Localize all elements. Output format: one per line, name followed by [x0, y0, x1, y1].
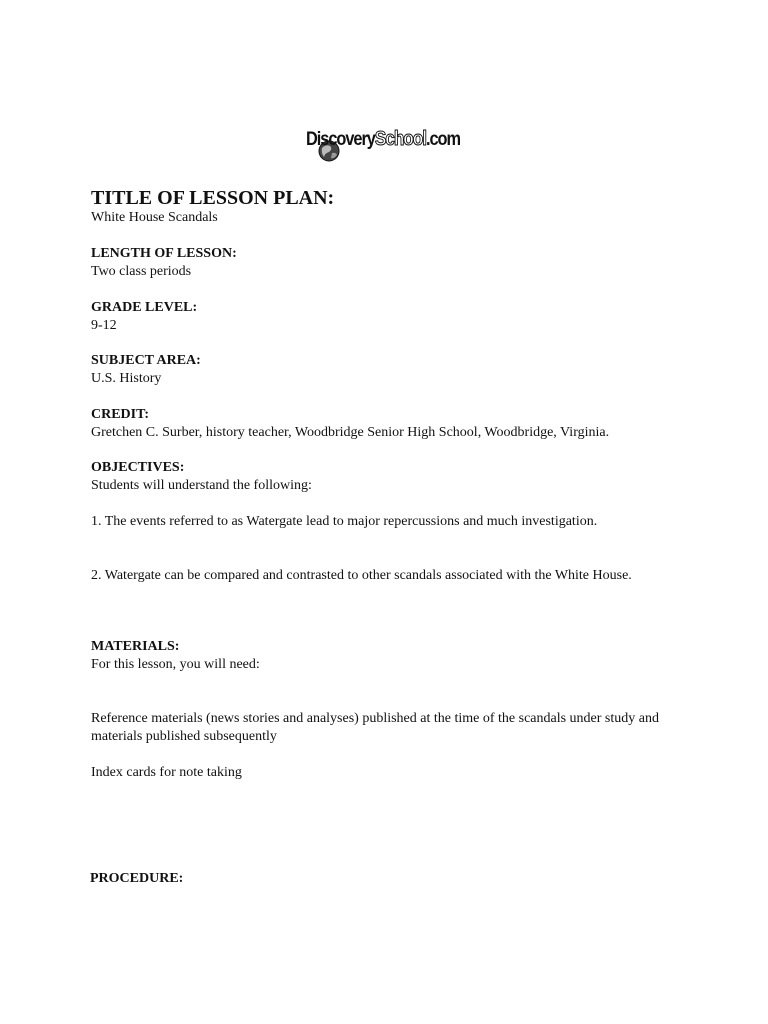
materials-section — [91, 638, 711, 674]
objectives-section — [91, 459, 711, 495]
objective-item-1: 1. The events referred to as Watergate lead to major repercussions and much investigation. — [91, 514, 598, 529]
logo-wordmark — [306, 128, 460, 151]
material-item-1: Reference materials (news stories and analyses) published at the time of the scandals under study and materials published subsequently — [91, 711, 659, 744]
title-heading: TITLE OF LESSON PLAN: — [91, 187, 335, 209]
subject-value: U.S. History — [91, 371, 162, 386]
grade-section — [91, 299, 711, 335]
grade-value: 9-12 — [91, 318, 117, 333]
objectives-heading: OBJECTIVES: — [91, 460, 185, 475]
logo-school: School — [374, 128, 426, 150]
credit-value: Gretchen C. Surber, history teacher, Woodbridge Senior High School, Woodbridge, Virginia. — [91, 425, 610, 440]
length-value: Two class periods — [91, 264, 192, 279]
objectives-intro: Students will understand the following: — [91, 478, 312, 493]
subject-heading: SUBJECT AREA: — [91, 353, 201, 368]
materials-heading: MATERIALS: — [91, 639, 180, 654]
credit-section — [91, 406, 711, 442]
length-section — [91, 245, 711, 281]
materials-intro: For this lesson, you will need: — [91, 657, 260, 672]
material-item-2: Index cards for note taking — [91, 765, 242, 780]
objective-item-2: 2. Watergate can be compared and contrasted to other scandals associated with the White House. — [91, 568, 632, 583]
procedure-section — [90, 870, 710, 888]
grade-heading: GRADE LEVEL: — [91, 300, 198, 315]
credit-heading: CREDIT: — [91, 407, 150, 422]
title-section — [91, 187, 711, 227]
procedure-heading: PROCEDURE: — [90, 871, 184, 886]
subject-section — [91, 352, 711, 388]
length-heading: LENGTH OF LESSON: — [91, 246, 237, 261]
logo-discovery: Discovery — [306, 129, 375, 150]
logo-dotcom: .com — [425, 129, 461, 150]
title-value: White House Scandals — [91, 210, 218, 225]
discovery-school-logo — [306, 126, 466, 166]
